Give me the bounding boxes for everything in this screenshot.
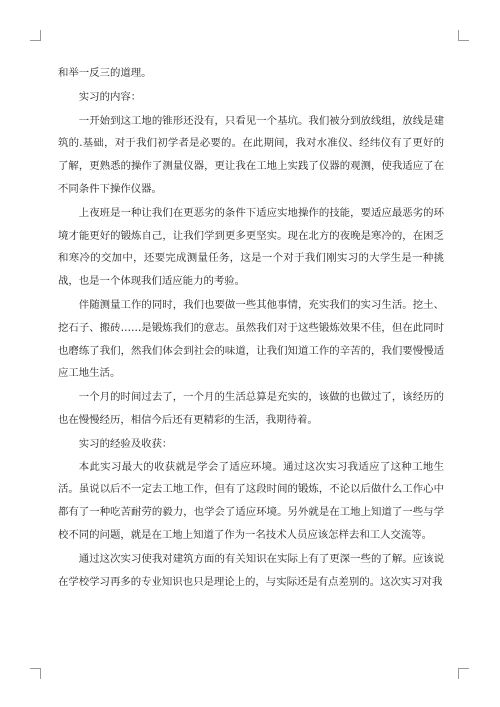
crop-mark-bottom-left: [30, 668, 41, 679]
crop-mark-top-left: [30, 30, 41, 41]
document-body: [58, 62, 444, 593]
crop-mark-top-right: [458, 30, 469, 41]
section-heading-content: 实习的内容：: [78, 90, 142, 103]
paragraph-one-month: 一个月的时间过去了，一个月的生活总算是充实的，该做的也做过了，该经历的也在慢慢经历，相信今后还有更精彩的生活，我期待着。: [58, 391, 444, 426]
section-heading-experience: 实习的经验及收获：: [78, 437, 173, 450]
paragraph-continuation: 和举一反三的道理。: [58, 67, 152, 79]
paragraph-biggest-gain: 本此实习最大的收获就是学会了适应环境。通过这次实习我适应了这种工地生活。虽说以后不一定去工地工作，但有了这段时间的锻炼，不论以后做什么工作心中都有了一种吃苦耐劳的毅力，也学会了适应环境。另外就是在工地上知道了一些与学校不同的问题，就是在工地上知道了作为一名技术人员应该怎样去和工人交流等。: [58, 460, 444, 541]
paragraph-night-shift: 上夜班是一种让我们在更恶劣的条件下适应实地操作的技能，要适应最恶劣的环境才能更好的锻炼自己，让我们学到更多更坚实。现在北方的夜晚是寒冷的，在困乏和寒冷的交加中，还要完成测量任务，这是一个对于我们刚实习的大学生是一种挑战，也是一个体现我们适应能力的考验。: [58, 206, 444, 288]
paragraph-other-work: 伴随测量工作的同时，我们也要做一些其他事情，充实我们的实习生活。挖土、挖石子、搬砖……是锻炼我们的意志。虽然我们对于这些锻炼效果不佳，但在此同时也磨练了我们，然我们体会到社会的味道，让我们知道工作的辛苦的，我们要慢慢适应工地生活。: [58, 298, 444, 380]
crop-mark-bottom-right: [458, 668, 469, 679]
paragraph-surveying: 一开始到这工地的锥形还没有，只看见一个基坑。我们被分到放线组，放线是建筑的.基础，对于我们初学者是必要的。在此期间，我对水准仪、经纬仪有了更好的了解，更熟悉的操作了测量仪器，更让我在工地上实践了仪器的观测，使我适应了在不同条件下操作仪器。: [58, 114, 444, 195]
paragraph-knowledge: 通过这次实习使我对建筑方面的有关知识在实际上有了更深一些的了解。应该说在学校学习再多的专业知识也只是理论上的，与实际还是有点差别的。这次实习对我: [58, 552, 444, 588]
